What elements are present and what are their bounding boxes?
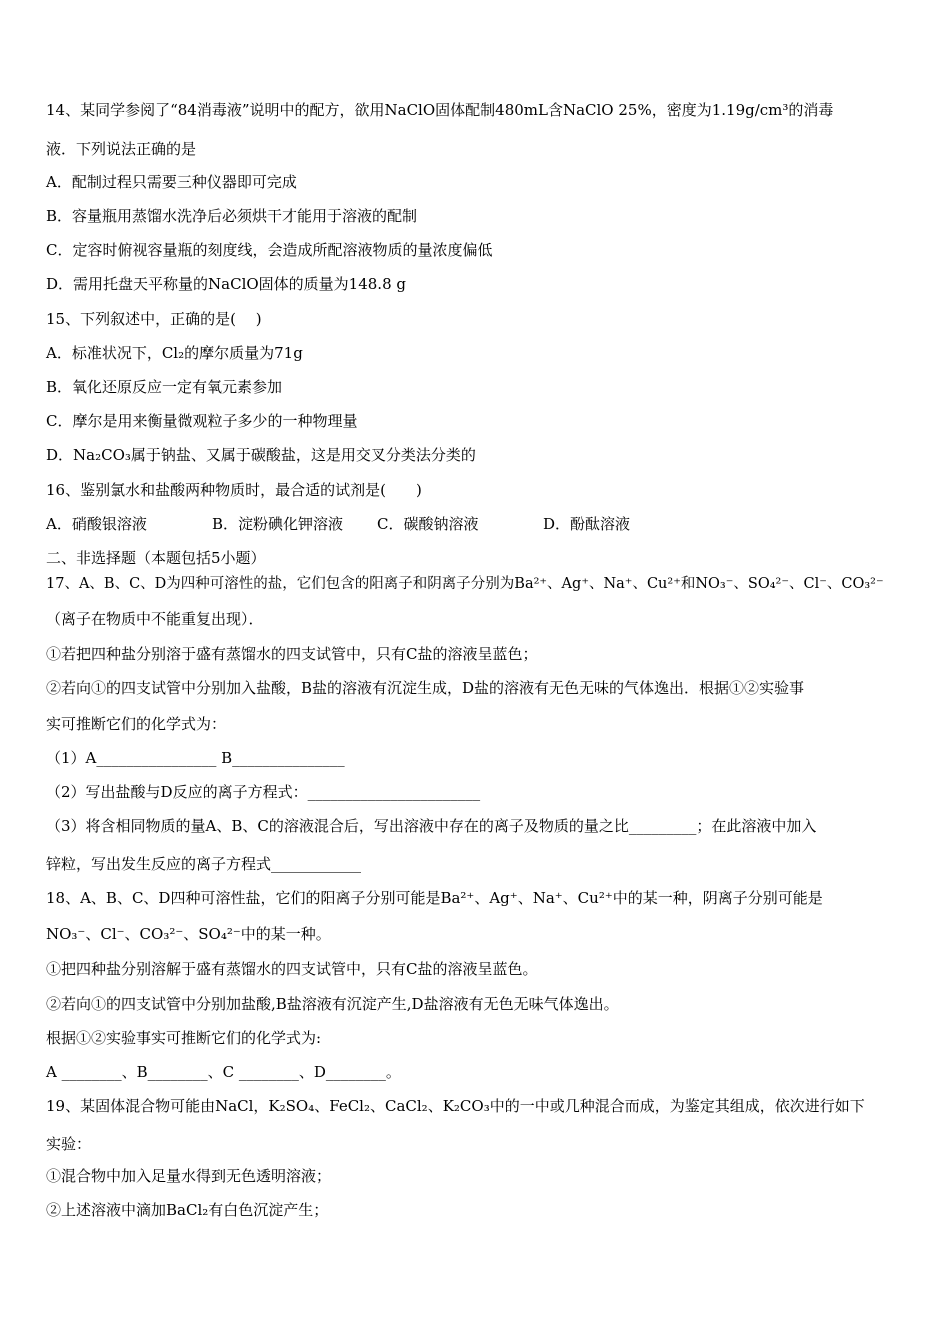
q18-blanks: A ________、B________、C ________、D________。 bbox=[46, 1063, 401, 1081]
q15-option-d: D．Na₂CO₃属于钠盐、又属于碳酸盐，这是用交叉分类法分类的 bbox=[46, 446, 476, 464]
q14-option-b: B．容量瓶用蒸馏水洗净后必须烘干才能用于溶液的配制 bbox=[46, 207, 418, 225]
q17-step1: ①若把四种盐分别溶于盛有蒸馏水的四支试管中，只有C盐的溶液呈蓝色； bbox=[46, 645, 538, 663]
q19-stem-line2: 实验： bbox=[46, 1135, 92, 1153]
q18-step2: ②若向①的四支试管中分别加盐酸,B盐溶液有沉淀产生,D盐溶液有无色无味气体逸出。 bbox=[46, 995, 619, 1013]
q14-stem-line1: 14、某同学参阅了“84消毒液”说明中的配方，欲用NaClO固体配制480mL含NaClO 25%，密度为1.19g/cm³的消毒 bbox=[46, 101, 834, 119]
q14-stem-line2: 液．下列说法正确的是 bbox=[46, 140, 197, 158]
q18-step3: 根据①②实验事实可推断它们的化学式为: bbox=[46, 1029, 322, 1047]
q16-options bbox=[46, 514, 630, 534]
q15-stem: 15、下列叙述中，正确的是( ) bbox=[46, 310, 262, 328]
q17-stem-line1: 17、A、B、C、D为四种可溶性的盐，它们包含的阳离子和阴离子分别为Ba²⁺、Ag⁺、Na⁺、Cu²⁺和NO₃⁻、SO₄²⁻、Cl⁻、CO₃²⁻ bbox=[46, 576, 884, 592]
q14-option-d: D．需用托盘天平称量的NaClO固体的质量为148.8 g bbox=[46, 275, 406, 293]
q17-part3-line1: （3）将含相同物质的量A、B、C的溶液混合后，写出溶液中存在的离子及物质的量之比_________；在此溶液中加入 bbox=[46, 817, 817, 835]
q19-step1: ①混合物中加入足量水得到无色透明溶液； bbox=[46, 1167, 332, 1185]
q16-option-b: B．淀粉碘化钾溶液 bbox=[212, 515, 344, 533]
q15-option-a: A．标准状况下，Cl₂的摩尔质量为71g bbox=[46, 344, 303, 362]
q16-option-d: D．酚酞溶液 bbox=[543, 515, 631, 533]
q19-step2: ②上述溶液中滴加BaCl₂有白色沉淀产生； bbox=[46, 1201, 329, 1219]
q17-stem-line2: （离子在物质中不能重复出现）． bbox=[46, 610, 264, 628]
q17-part1: （1）A________________ B_______________ bbox=[46, 749, 345, 767]
q15-option-b: B．氧化还原反应一定有氧元素参加 bbox=[46, 378, 283, 396]
q16-option-c: C．碳酸钠溶液 bbox=[377, 515, 479, 533]
section-heading: 二、非选择题（本题包括5小题） bbox=[46, 549, 266, 567]
q16-option-a: A．硝酸银溶液 bbox=[46, 515, 147, 533]
q14-option-a: A．配制过程只需要三种仪器即可完成 bbox=[46, 173, 297, 191]
q17-part3-line2: 锌粒，写出发生反应的离子方程式____________ bbox=[46, 855, 362, 873]
q19-stem-line1: 19、某固体混合物可能由NaCl，K₂SO₄、FeCl₂、CaCl₂、K₂CO₃中的一中或几种混合而成，为鉴定其组成，依次进行如下 bbox=[46, 1097, 865, 1115]
q14-option-c: C．定容时俯视容量瓶的刻度线，会造成所配溶液物质的量浓度偏低 bbox=[46, 241, 493, 259]
q18-stem-line2: NO₃⁻、Cl⁻、CO₃²⁻、SO₄²⁻中的某一种。 bbox=[46, 925, 331, 943]
q18-stem-line1: 18、A、B、C、D四种可溶性盐，它们的阳离子分别可能是Ba²⁺、Ag⁺、Na⁺、Cu²⁺中的某一种，阴离子分别可能是 bbox=[46, 889, 823, 907]
q15-option-c: C．摩尔是用来衡量微观粒子多少的一种物理量 bbox=[46, 412, 358, 430]
q16-stem: 16、鉴别氯水和盐酸两种物质时，最合适的试剂是( ) bbox=[46, 481, 422, 499]
q17-part2: （2）写出盐酸与D反应的离子方程式：_______________________ bbox=[46, 783, 481, 801]
q17-step2-line1: ②若向①的四支试管中分别加入盐酸，B盐的溶液有沉淀生成，D盐的溶液有无色无味的气体逸出．根据①②实验事 bbox=[46, 679, 805, 697]
q18-step1: ①把四种盐分别溶解于盛有蒸馏水的四支试管中，只有C盐的溶液呈蓝色。 bbox=[46, 960, 538, 978]
q17-step2-line2: 实可推断它们的化学式为： bbox=[46, 715, 227, 733]
